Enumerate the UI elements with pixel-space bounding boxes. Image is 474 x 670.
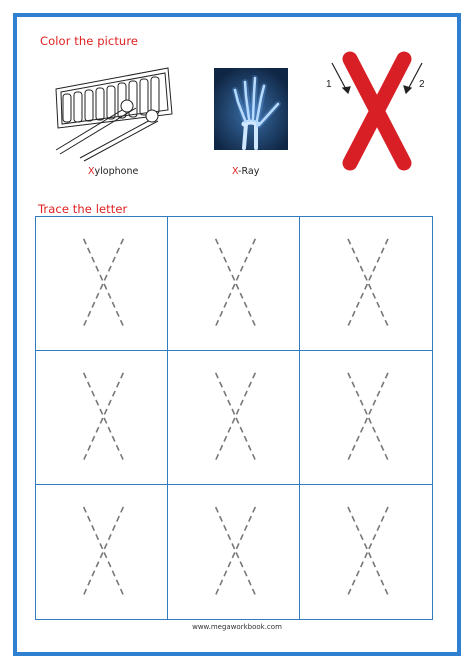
trace-cell[interactable] (168, 217, 300, 351)
stroke-number-2: 2 (419, 79, 425, 90)
dashed-letter-x-icon (168, 485, 299, 619)
trace-letter-heading: Trace the letter (38, 202, 128, 216)
dashed-letter-x-icon (36, 217, 167, 350)
trace-cell[interactable] (300, 217, 432, 351)
color-picture-heading: Color the picture (40, 34, 139, 48)
trace-cell[interactable] (36, 217, 168, 351)
hand-xray-photo-icon (214, 68, 288, 150)
trace-cell[interactable] (36, 485, 168, 619)
dashed-letter-x-icon (36, 485, 167, 619)
trace-grid (35, 216, 433, 620)
trace-cell[interactable] (300, 485, 432, 619)
footer-website: www.megaworkbook.com (192, 623, 282, 631)
letter-x-stroke-order (318, 45, 434, 181)
trace-cell[interactable] (168, 485, 300, 619)
xylophone-drawing-icon (50, 62, 178, 162)
trace-cell[interactable] (300, 351, 432, 485)
xylophone-caption: Xylophone (88, 166, 139, 177)
dashed-letter-x-icon (300, 217, 432, 350)
dashed-letter-x-icon (36, 351, 167, 484)
xray-caption: X-Ray (232, 166, 260, 177)
trace-cell[interactable] (168, 351, 300, 485)
stroke-number-1: 1 (326, 79, 332, 90)
dashed-letter-x-icon (300, 351, 432, 484)
dashed-letter-x-icon (168, 351, 299, 484)
trace-cell[interactable] (36, 351, 168, 485)
dashed-letter-x-icon (300, 485, 432, 619)
dashed-letter-x-icon (168, 217, 299, 350)
